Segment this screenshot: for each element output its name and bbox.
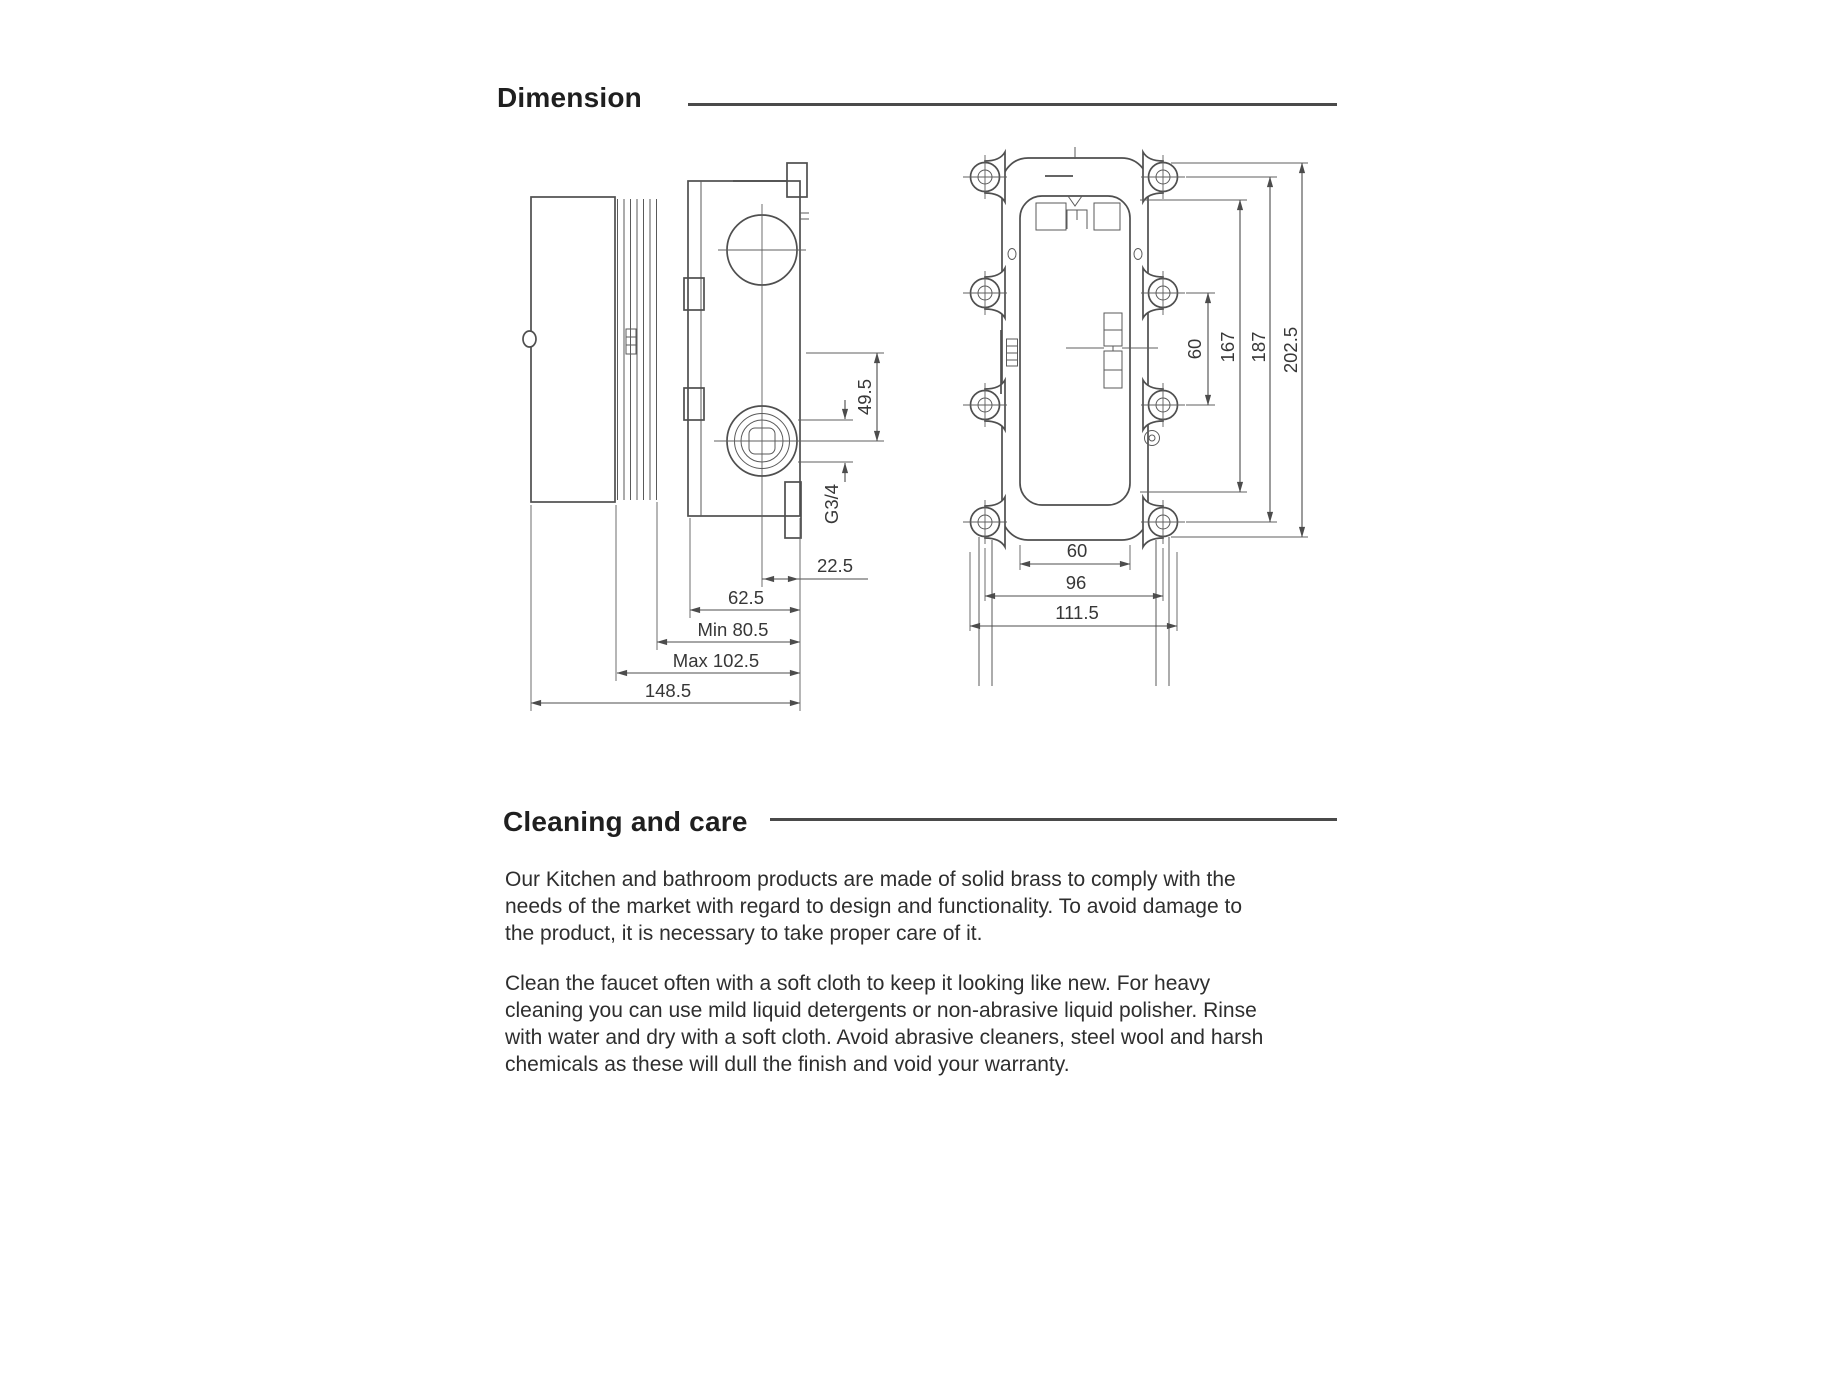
outlet-port: [714, 406, 812, 476]
care-paragraph-2: [505, 970, 1263, 1078]
mounting-box-frame: [1002, 158, 1148, 540]
dim-height-167-label: 167: [1217, 331, 1238, 363]
care-section-title: Cleaning and care: [503, 806, 748, 837]
dim-max-102-5: [617, 650, 800, 673]
dim-height-60-label: 60: [1184, 338, 1205, 360]
dim-22-5: [762, 555, 868, 579]
dim-62-5-label: 62.5: [727, 587, 765, 608]
valve-body: [688, 181, 800, 516]
dim-width-111-5: [970, 602, 1177, 626]
text-line: the product, it is necessary to take proper care of it.: [505, 922, 983, 945]
care-paragraph-1: [505, 866, 1242, 947]
text-line: with water and dry with a soft cloth. Avoid abrasive cleaners, steel wool and harsh: [505, 1026, 1264, 1049]
dim-width-111-5-label: 111.5: [1055, 602, 1099, 623]
dim-148-5: [531, 680, 800, 703]
thread-lines: [618, 199, 657, 500]
dim-22-5-label: 22.5: [816, 555, 854, 576]
dimension-title-rule: [688, 103, 1337, 106]
text-line: needs of the market with regard to design and functionality. To avoid damage to: [505, 895, 1243, 918]
dim-height-187-label: 187: [1248, 331, 1269, 363]
dim-height-202-5-label: 202.5: [1280, 326, 1301, 374]
dim-49-5: [806, 353, 884, 441]
dim-width-60-label: 60: [1066, 540, 1088, 561]
dimension-drawing: [440, 120, 1360, 740]
dim-height-167: [1217, 200, 1240, 492]
dimension-section-title: Dimension: [497, 82, 642, 113]
text-line: Clean the faucet often with a soft cloth to keep it looking like new. For heavy: [505, 972, 1211, 995]
dim-height-202-5: [1280, 163, 1302, 537]
dim-62-5: [690, 587, 800, 610]
care-title-rule: [770, 818, 1337, 821]
valve-sleeve: [531, 197, 615, 502]
text-line: chemicals as these will dull the finish and void your warranty.: [505, 1053, 1070, 1076]
front-view-drawing: [963, 147, 1308, 686]
sleeve-notch: [523, 331, 536, 347]
dim-max-label: Max 102.5: [672, 650, 760, 671]
side-view-drawing: [523, 163, 884, 711]
text-line: Our Kitchen and bathroom products are made of solid brass to comply with the: [505, 868, 1236, 891]
dim-min-80-5: [657, 619, 800, 642]
dim-width-96: [985, 572, 1163, 596]
dim-g34-label: G3/4: [821, 483, 842, 525]
dim-min-label: Min 80.5: [697, 619, 769, 640]
dim-49-5-label: 49.5: [854, 378, 875, 416]
dim-height-187: [1248, 177, 1270, 522]
dim-width-60: [1020, 540, 1130, 564]
bottom-mounting-tab: [785, 482, 801, 538]
dim-g34: [798, 400, 853, 524]
screw-mounts: [963, 152, 1185, 547]
text-line: cleaning you can use mild liquid detergents or non-abrasive liquid polisher. Rinse: [505, 999, 1257, 1022]
top-mounting-tab: [787, 163, 807, 197]
dim-height-60: [1184, 293, 1208, 405]
dim-width-96-label: 96: [1065, 572, 1087, 593]
dim-148-5-label: 148.5: [644, 680, 692, 701]
